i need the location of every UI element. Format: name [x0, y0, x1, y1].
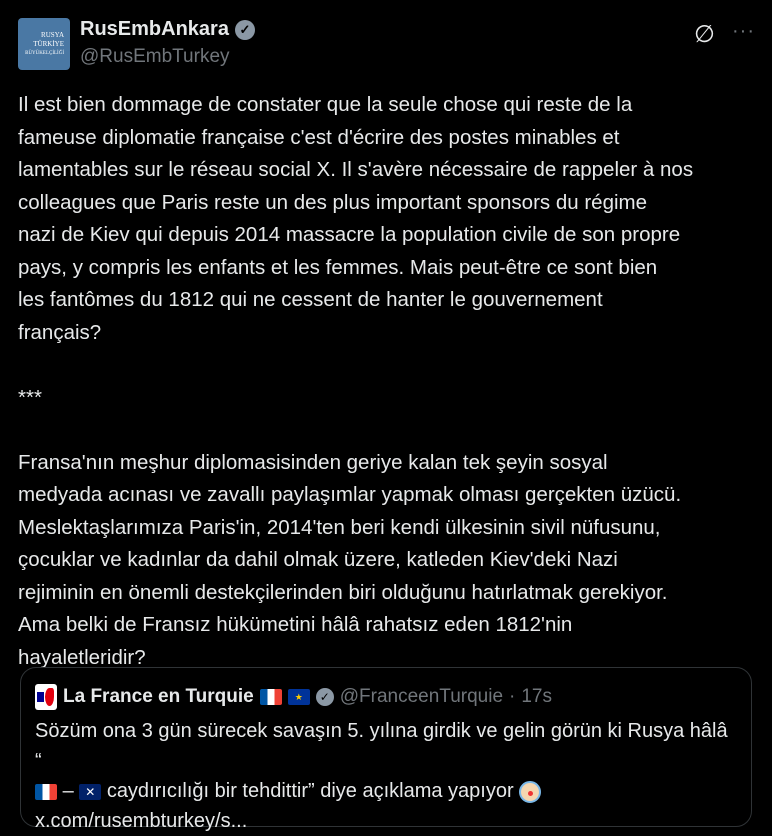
verified-icon: ✓	[316, 688, 334, 706]
avatar[interactable]: RUSYA TÜRKİYE BÜYÜKELÇİLİĞİ	[18, 18, 70, 70]
quote-link[interactable]: x.com/rusembturkey/s...	[35, 810, 248, 832]
quote-avatar	[35, 684, 57, 710]
author-name[interactable]: RusEmbAnkara ✓	[80, 18, 255, 41]
france-flag-icon	[260, 689, 282, 705]
author-handle[interactable]: @RusEmbTurkey	[80, 46, 230, 67]
clown-face-icon	[519, 781, 541, 803]
quoted-post[interactable]: La France en Turquie ★ ✓ @FranceenTurquie · 17s Sözüm ona 3 gün sürecek savaşın 5. yılına girdik ve gelin görün ki Rusya hâlâ “ – ✕ caydırıcılığı bir tehdittir” diye açıklama yapıyor x.com/rusembturkey/s...	[20, 667, 752, 827]
eu-flag-icon: ★	[288, 689, 310, 705]
grok-icon[interactable]: ∅	[694, 21, 715, 48]
more-icon[interactable]: ···	[732, 20, 755, 42]
uk-flag-icon: ✕	[79, 784, 101, 800]
quote-author-name: La France en Turquie	[63, 686, 254, 707]
post-text: Il est bien dommage de constater que la seule chose qui reste de la fameuse diplomatie française c'est d'écrire des postes minables et lamentables sur le réseau social X. Il s'avère nécessaire de rappeler à nos colleagues que Paris reste un des plus important sponsors du régime nazi de Kiev qui depuis 2014 massacre la population civile de son propre pays, y compris les enfants et les femmes. Mais peut-être ce sont bien les fantômes du 1812 qui ne cessent de hanter le gouvernement français? *** Fransa'nın meşhur diplomasisinden geriye kalan tek şeyin sosyal medyada acınası ve zavallı paylaşımlar yapmak olması gerçekten üzücü. Meslektaşlarımıza Paris'in, 2014'ten beri kendi ülkesinin sivil nüfusunu, çocuklar ve kadınlar da dahil olmak üzere, katleden Kiev'deki Nazi rejiminin en önemli destekçilerinden biri olduğunu hatırlatmak gerekiyor. Ama belki de Fransız hükümetini hâlâ rahatsız eden 1812'nin hayaletleridir?	[18, 89, 768, 674]
separator: ***	[18, 385, 42, 409]
verified-icon: ✓	[235, 20, 255, 40]
france-flag-icon	[35, 784, 57, 800]
